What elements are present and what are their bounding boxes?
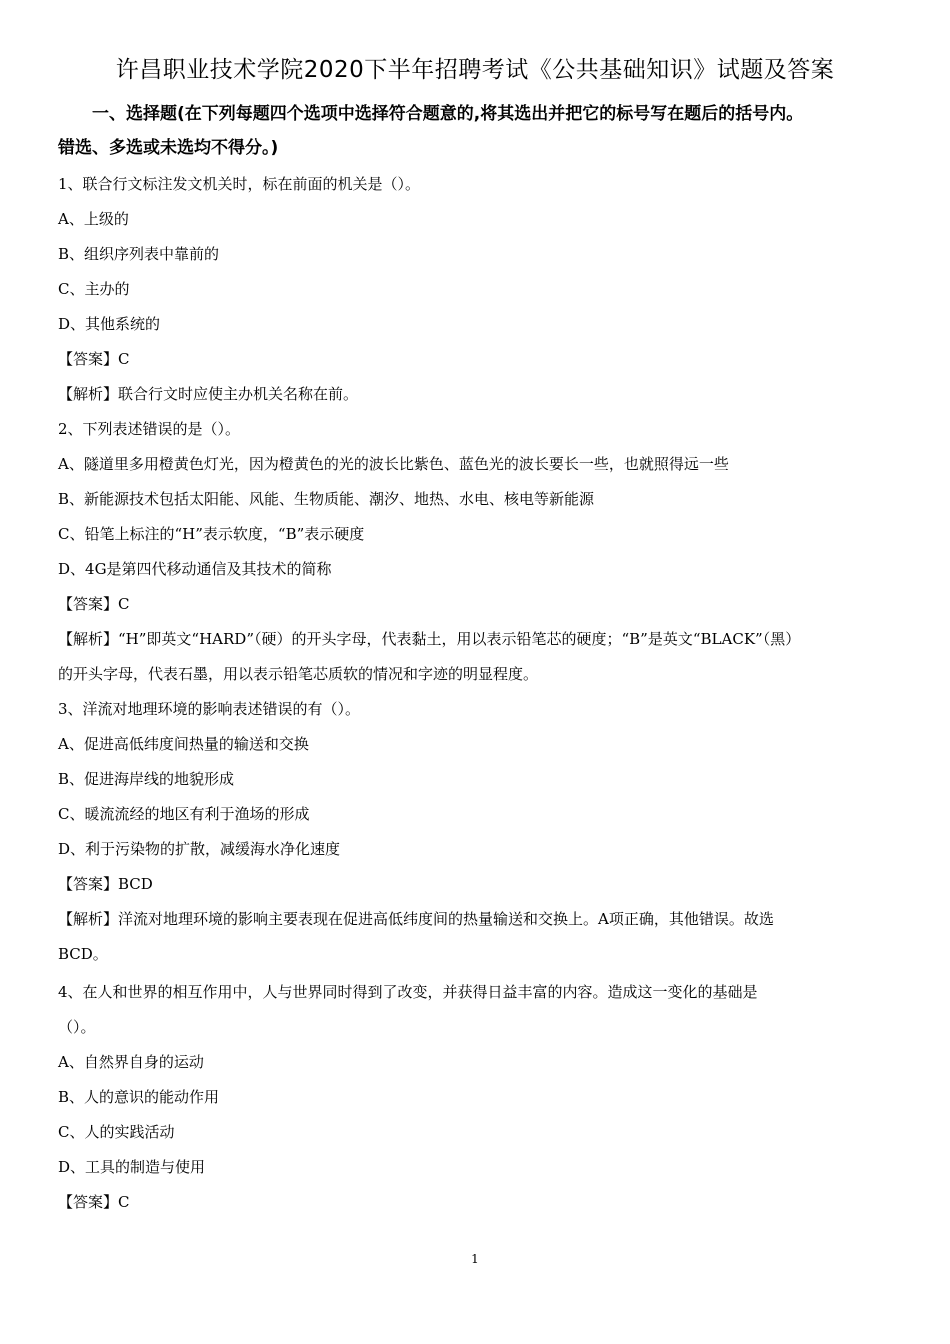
q2-option-a: A、隧道里多用橙黄色灯光，因为橙黄色的光的波长比紫色、蓝色光的波长要长一些，也就照得远一些 (58, 455, 729, 473)
question-3: 3、洋流对地理环境的影响表述错误的有（）。 (58, 700, 361, 718)
question-2: 2、下列表述错误的是（）。 (58, 420, 241, 438)
q2-option-d: D、4G是第四代移动通信及其技术的简称 (58, 560, 332, 578)
section-heading-line-2: 错选、多选或未选均不得分。) (58, 138, 279, 158)
q3-explanation-line-2: BCD。 (58, 945, 108, 963)
q3-explanation-line-1: 【解析】洋流对地理环境的影响主要表现在促进高低纬度间的热量输送和交换上。A项正确，其他错误。故选 (58, 910, 774, 928)
document-title: 许昌职业技术学院2020下半年招聘考试《公共基础知识》试题及答案 (115, 57, 835, 83)
q1-option-a: A、上级的 (58, 210, 129, 228)
q1-answer: 【答案】C (58, 350, 130, 368)
q2-explanation-line-1: 【解析】“H”即英文“HARD”（硬）的开头字母，代表黏土，用以表示铅笔芯的硬度；“B”是英文“BLACK”（黑） (58, 630, 801, 648)
question-4-line-2: （）。 (58, 1018, 96, 1036)
q3-option-b: B、促进海岸线的地貌形成 (58, 770, 235, 788)
q3-answer: 【答案】BCD (58, 875, 153, 893)
q3-option-c: C、暖流流经的地区有利于渔场的形成 (58, 805, 310, 823)
q1-option-d: D、其他系统的 (58, 315, 161, 333)
q2-option-c: C、铅笔上标注的“H”表示软度，“B”表示硬度 (58, 525, 365, 543)
question-4-line-1: 4、在人和世界的相互作用中，人与世界同时得到了改变，并获得日益丰富的内容。造成这一变化的基础是 (58, 983, 758, 1001)
section-heading-line-1: 一、选择题(在下列每题四个选项中选择符合题意的,将其选出并把它的标号写在题后的括号内。 (92, 104, 804, 124)
q4-option-d: D、工具的制造与使用 (58, 1158, 206, 1176)
q2-answer: 【答案】C (58, 595, 130, 613)
q2-option-b: B、新能源技术包括太阳能、风能、生物质能、潮汐、地热、水电、核电等新能源 (58, 490, 595, 508)
q4-option-a: A、自然界自身的运动 (58, 1053, 204, 1071)
q3-option-d: D、利于污染物的扩散，减缓海水净化速度 (58, 840, 341, 858)
q1-explanation: 【解析】联合行文时应使主办机关名称在前。 (58, 385, 359, 403)
q1-option-c: C、主办的 (58, 280, 130, 298)
q4-option-b: B、人的意识的能动作用 (58, 1088, 220, 1106)
q3-option-a: A、促进高低纬度间热量的输送和交换 (58, 735, 309, 753)
q4-option-c: C、人的实践活动 (58, 1123, 175, 1141)
q4-answer: 【答案】C (58, 1193, 130, 1211)
q2-explanation-line-2: 的开头字母，代表石墨，用以表示铅笔芯质软的情况和字迹的明显程度。 (58, 665, 539, 683)
q1-option-b: B、组织序列表中靠前的 (58, 245, 220, 263)
question-1: 1、联合行文标注发文机关时，标在前面的机关是（）。 (58, 175, 421, 193)
page-number: 1 (471, 1252, 479, 1266)
